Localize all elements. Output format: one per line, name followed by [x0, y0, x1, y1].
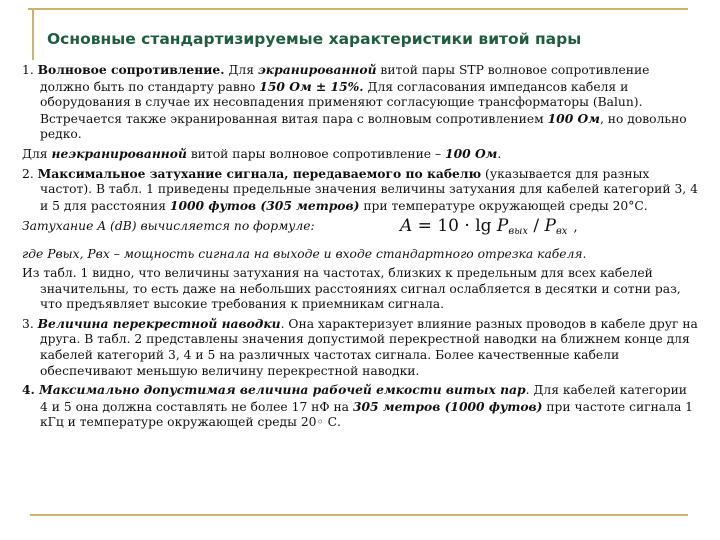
- text: витой пары STP волновое сопротивление должно быть по стандарту равно: [40, 63, 650, 94]
- formula-sub-in: вх: [555, 226, 568, 238]
- paragraph-crosstalk: [22, 316, 698, 379]
- formula-p-in: P: [544, 216, 556, 237]
- slide-title: Основные стандартизируемые характеристики витой пары: [47, 30, 582, 48]
- formula-lhs: A: [400, 216, 413, 237]
- text: при температуре окружающей среды 20°С.: [359, 198, 648, 213]
- frame-bottom-line: [30, 514, 688, 516]
- formula-row: [22, 217, 698, 244]
- paragraph-table-note: Из табл. 1 видно, что величины затухания на частотах, близких к предельным для всех кабелей значительны, то есть даже на небольших расстояниях сигнал ослабляется в десятки и сотни раз, что предъявляет высокие требования к приемникам сигнала.: [22, 265, 681, 312]
- frame-left-line: [32, 8, 34, 60]
- text: при частоте сигнала 1 кГц и температуре окружающей среды 20◦ С.: [40, 399, 694, 430]
- formula-label: Затухание A (dB) вычисляется по формуле:: [22, 219, 315, 234]
- text: Для: [224, 63, 258, 77]
- formula-p-out: P: [496, 216, 509, 237]
- text: , но довольно редко.: [40, 111, 687, 142]
- frame-top-line: [28, 8, 688, 10]
- item-number: 4.: [22, 382, 40, 398]
- distance-value: 305 метров (1000 футов): [352, 398, 543, 414]
- value-100-ohm: 100 Ом: [547, 110, 600, 126]
- emphasis-unshielded: неэкранированной: [51, 145, 187, 161]
- value-100-ohm: 100 Ом: [445, 145, 498, 161]
- attenuation-formula: [400, 216, 578, 240]
- formula-lg: lg: [475, 216, 497, 237]
- item-number: 1.: [22, 63, 38, 77]
- paragraph-capacitance: [22, 382, 698, 431]
- item-heading: Волновое сопротивление.: [37, 62, 225, 77]
- formula-div: /: [527, 216, 545, 237]
- paragraph-power-definition: где Рвых, Рвх – мощность сигнала на выходе и входе стандартного отрезка кабеля.: [22, 247, 587, 262]
- item-heading: Величина перекрестной наводки: [37, 315, 281, 331]
- text: . Для кабелей категории 4 и 5 она должна составлять не более 17 нФ на: [40, 383, 687, 414]
- item-number: 3.: [22, 316, 38, 331]
- text: Для: [22, 146, 52, 161]
- distance-value: 1000 футов (305 метров): [169, 197, 360, 213]
- text: (указывается для разных частот). В табл. 1 приведены предельные значения величины затухания для кабелей категорий 3, 4 и 5 для расстояния: [40, 166, 698, 213]
- paragraph-attenuation: [22, 166, 698, 215]
- value-150-ohm: 150 Ом ± 15%.: [259, 78, 364, 94]
- emphasis-shielded: экранированной: [257, 62, 377, 77]
- item-heading: Максимальное затухание сигнала, передаваемого по кабелю: [37, 165, 482, 181]
- slide-body: [22, 62, 698, 434]
- paragraph-wave-impedance: [22, 62, 698, 143]
- formula-eq: = 10 ·: [412, 216, 476, 237]
- text: витой пары волновое сопротивление –: [186, 146, 446, 161]
- text: .: [497, 146, 502, 161]
- item-number: 2.: [22, 166, 38, 181]
- item-heading: Максимально допустимая величина рабочей емкости витых пар: [39, 382, 526, 398]
- formula-sub-out: вых: [508, 226, 528, 238]
- text: Для согласования импедансов кабеля и оборудования в случае их несовпадения применяют согласующие трансформаторы (Balun). Встречается также экранированная витая пара с волновым сопротивлением: [40, 79, 643, 126]
- text: . Она характеризует влияние разных проводов в кабеле друг на друга. В табл. 2 представлены значения допустимой перекрестной наводки на ближнем конце для кабелей категорий 3, 4 и 5 на различных частотах сигнала. Более качественные кабели обеспечивают меньшую величину перекрестной наводки.: [40, 316, 698, 378]
- paragraph-unshielded: [22, 146, 698, 163]
- formula-comma: ,: [573, 220, 578, 236]
